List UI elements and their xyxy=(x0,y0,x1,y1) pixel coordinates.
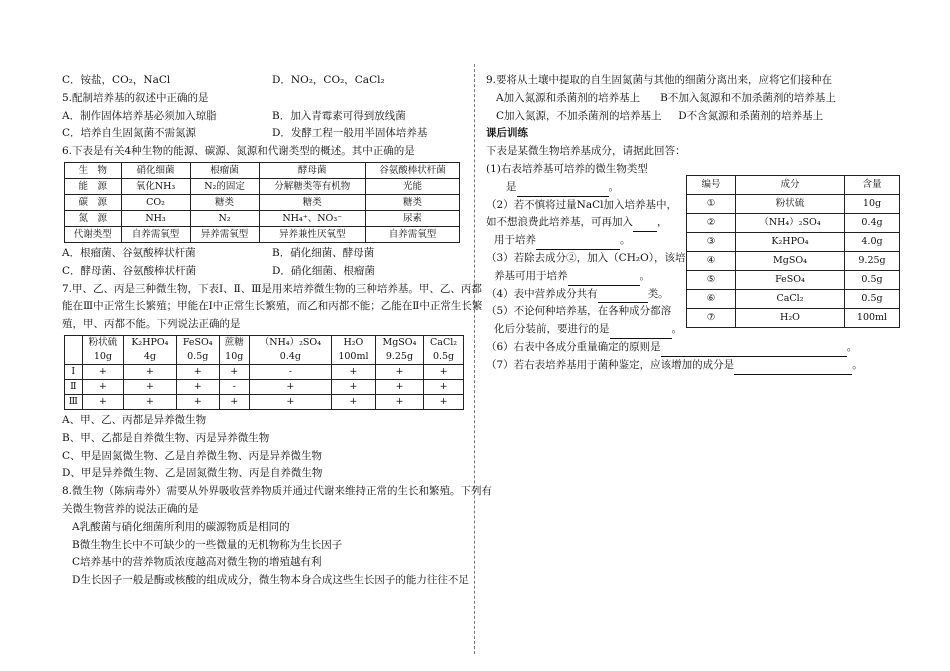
table-cell: 尿素 xyxy=(365,210,459,226)
q6-table xyxy=(64,162,460,243)
q9-option-d: D不含氮源和杀菌剂的培养基上 xyxy=(678,109,824,122)
table-cell: H₂O xyxy=(332,335,376,350)
sub-q7-label: （7）若右表培养基用于菌种鉴定，应该增加的成分是 xyxy=(486,358,735,371)
table-cell: 粉状硫 xyxy=(82,335,124,350)
q9-option-a: A加入氮源和杀菌剂的培养基上 xyxy=(496,91,641,104)
q4-option-d: D．NO₂，CO₂，CaCl₂ xyxy=(272,74,385,86)
sub-q5-label: 化后分装前，要进行的是 xyxy=(494,323,610,336)
table-cell: ⑤ xyxy=(687,271,736,290)
sub-q2-label-2: 用于培养 xyxy=(494,234,536,247)
table-cell: （NH₄）₂SO₄ xyxy=(736,214,845,233)
q5-option-c: C．培养自生固氮菌不需氮源 xyxy=(62,127,197,140)
left-column xyxy=(62,72,493,590)
table-row xyxy=(65,162,460,178)
table-cell: + xyxy=(424,379,464,394)
table-cell: + xyxy=(332,379,376,394)
table-cell: + xyxy=(82,379,124,394)
section-title: 课后训练 xyxy=(486,127,528,140)
table-cell: 4g xyxy=(124,350,176,365)
table-header-row xyxy=(687,176,900,195)
table-cell: 0.5g xyxy=(176,350,219,365)
table-cell: CaCl₂ xyxy=(736,290,845,309)
sub-q1-line2: 是 。 xyxy=(486,179,896,197)
q7-option-a: A、甲、乙、丙都是异养微生物 xyxy=(62,413,207,426)
table-cell: 氧化NH₃ xyxy=(121,178,190,194)
q4-option-c: C．铵盐，CO₂，NaCl xyxy=(62,74,171,86)
table-cell: H₂O xyxy=(736,309,845,328)
q6-option-a: A．根瘤菌、谷氨酸棒状杆菌 xyxy=(62,246,196,259)
table-cell: 100ml xyxy=(845,309,900,328)
table-cell: CaCl₂ xyxy=(424,335,464,350)
q7-table xyxy=(64,335,464,410)
table-cell: MgSO₄ xyxy=(736,252,845,271)
sub-q5-line2: 化后分装前，要进行的是 。 xyxy=(486,321,896,339)
sub-q4-unit: 类。 xyxy=(647,287,669,300)
table-cell: + xyxy=(219,394,249,409)
table-cell: 10g xyxy=(845,195,900,214)
table-cell: + xyxy=(82,394,124,409)
q7-stem-2: 能在Ⅲ中正常生长繁殖；甲能在Ⅰ中正常生长繁殖，而乙和丙都不能；乙能在Ⅱ中正常生长繁 xyxy=(62,300,483,313)
table-row xyxy=(65,210,460,226)
table-cell: 能 源 xyxy=(65,178,122,194)
table-cell: ③ xyxy=(687,233,736,252)
sub-q3-line2: 养基可用于培养 。 xyxy=(486,268,896,286)
table-cell: 硝化细菌 xyxy=(121,162,190,178)
table-cell: 糖类 xyxy=(365,194,459,210)
table-row xyxy=(687,271,900,290)
table-cell: CO₂ xyxy=(121,194,190,210)
q8-option-d: D生长因子一般是酶或核酸的组成成分，微生物本身合成这些生长因子的能力往往不足 xyxy=(72,574,469,587)
table-cell: + xyxy=(82,364,124,379)
q8-option-b: B微生物生长中不可缺少的一些微量的无机物称为生长因子 xyxy=(72,538,343,551)
table-header-cell: 成分 xyxy=(736,176,845,195)
table-cell: 酵母菌 xyxy=(259,162,365,178)
q9-options-ab xyxy=(486,90,896,108)
table-cell: 9.25g xyxy=(375,350,423,365)
sub-q1-label: 是 xyxy=(506,180,517,193)
table-cell: + xyxy=(219,364,249,379)
table-cell: K₂HPO₄ xyxy=(124,335,176,350)
table-cell: ① xyxy=(687,195,736,214)
answer-blank[interactable] xyxy=(536,238,620,250)
table-cell: （NH₄）₂SO₄ xyxy=(249,335,331,350)
table-cell: + xyxy=(176,364,219,379)
table-cell: + xyxy=(249,379,331,394)
table-cell: + xyxy=(249,394,331,409)
sub-q2-line1: （2）若不慎将过量NaCl加入培养基中， xyxy=(486,198,678,211)
answer-blank[interactable] xyxy=(568,274,640,286)
table-cell: 糖类 xyxy=(190,194,259,210)
sub-q1-line1: (1)右表培养基可培养的微生物类型 xyxy=(486,162,648,175)
table-cell: 蔗糖 xyxy=(219,335,249,350)
sub-q3-line1: （3）若除去成分②，加入（CH₂O），该培 xyxy=(486,251,686,264)
q9-stem: 9.要将从土壤中提取的自生固氮菌与其他的细菌分离出来，应将它们接种在 xyxy=(486,74,833,86)
table-header-row xyxy=(65,335,464,350)
table-cell: 生 物 xyxy=(65,162,122,178)
table-cell: FeSO₄ xyxy=(736,271,845,290)
table-cell: 0.4g xyxy=(249,350,331,365)
table-cell: + xyxy=(332,394,376,409)
table-cell: 4.0g xyxy=(845,233,900,252)
answer-blank[interactable] xyxy=(598,291,648,303)
q5-options-ab xyxy=(62,108,462,126)
q6-option-c: C．酵母菌、谷氨酸棒状杆菌 xyxy=(62,264,197,277)
table-cell: FeSO₄ xyxy=(176,335,219,350)
table-cell: 9.25g xyxy=(845,252,900,271)
table-row xyxy=(65,226,460,242)
answer-blank[interactable] xyxy=(661,345,847,357)
table-cell: 0.4g xyxy=(845,214,900,233)
q5-option-d: D．发酵工程一般用半固体培养基 xyxy=(272,127,428,140)
sub-q3-label: 养基可用于培养 xyxy=(494,269,568,282)
table-cell: 糖类 xyxy=(259,194,365,210)
q8-stem-2: 关微生物营养的说法正确的是 xyxy=(62,502,199,515)
sub-q2-line2: 如不想浪费此培养基，可再加入 ， xyxy=(486,214,896,232)
sub-q6-label: （6）右表中各成分重量确定的原则是 xyxy=(486,340,661,353)
table-cell: 代谢类型 xyxy=(65,226,122,242)
table-cell: + xyxy=(375,394,423,409)
q7-stem-1: 7.甲、乙、丙是三种微生物，下表Ⅰ、Ⅱ、Ⅲ是用来培养微生物的三种培养基。甲、乙、丙都 xyxy=(62,282,482,295)
table-cell: Ⅱ xyxy=(65,379,83,394)
table-cell: 粉状硫 xyxy=(736,195,845,214)
table-cell: 10g xyxy=(82,350,124,365)
table-cell: + xyxy=(124,379,176,394)
table-cell: + xyxy=(124,394,176,409)
q6-stem: 6.下表是有关4种生物的能源、碳源、氮源和代谢类型的概述。其中正确的是 xyxy=(62,145,415,158)
table-header-cell: 编号 xyxy=(687,176,736,195)
table-row xyxy=(65,194,460,210)
table-row xyxy=(687,290,900,309)
table-cell: 自养需氧型 xyxy=(121,226,190,242)
answer-blank[interactable] xyxy=(610,327,672,339)
q6-options-ab xyxy=(62,245,462,263)
q5-options-cd xyxy=(62,125,462,143)
table-row xyxy=(687,214,900,233)
table-cell: 异养需氧型 xyxy=(190,226,259,242)
table-header-row xyxy=(65,350,464,365)
table-cell: + xyxy=(375,364,423,379)
q7-option-b: B、甲、乙都是自养微生物、丙是异养微生物 xyxy=(62,431,270,444)
table-row xyxy=(687,233,900,252)
table-cell: Ⅰ xyxy=(65,364,83,379)
q4-options xyxy=(62,72,462,90)
sub-q2-label: 如不想浪费此培养基，可再加入 xyxy=(486,216,633,229)
q5-stem: 5.配制培养基的叙述中正确的是 xyxy=(62,91,209,104)
table-cell xyxy=(65,335,83,364)
table-cell: - xyxy=(249,364,331,379)
q9-option-b: B不加入氮源和不加杀菌剂的培养基上 xyxy=(660,91,836,104)
table-cell: Ⅲ xyxy=(65,394,83,409)
q6-option-d: D．硝化细菌、根瘤菌 xyxy=(272,264,375,277)
table-header-cell: 含量 xyxy=(845,176,900,195)
q6-option-b: B．硝化细菌、酵母菌 xyxy=(272,246,375,259)
table-cell: ② xyxy=(687,214,736,233)
table-cell: ④ xyxy=(687,252,736,271)
table-row xyxy=(65,379,464,394)
table-cell: 10g xyxy=(219,350,249,365)
table-cell: 氮 源 xyxy=(65,210,122,226)
table-row xyxy=(687,195,900,214)
table-cell: 谷氨酸棒状杆菌 xyxy=(365,162,459,178)
table-cell: 异养兼性厌氧型 xyxy=(259,226,365,242)
table-cell: NH₄⁺、NO₃⁻ xyxy=(259,210,365,226)
q5-option-b: B．加入青霉素可得到放线菌 xyxy=(272,109,406,122)
table-cell: + xyxy=(176,394,219,409)
q7-stem-3: 殖，甲、丙都不能。下列说法正确的是 xyxy=(62,318,241,331)
q9-options-cd xyxy=(486,108,896,126)
q8-option-a: A乳酸菌与硝化细菌所利用的碳源物质是相同的 xyxy=(72,520,290,533)
table-cell: N₂的固定 xyxy=(190,178,259,194)
table-cell: + xyxy=(176,379,219,394)
table-row xyxy=(65,178,460,194)
table-cell: + xyxy=(332,364,376,379)
sub-q6-line: （6）右表中各成分重量确定的原则是 。 xyxy=(486,339,896,357)
table-row xyxy=(687,309,900,328)
table-cell: 0.5g xyxy=(424,350,464,365)
sub-q7-line: （7）若右表培养基用于菌种鉴定，应该增加的成分是 。 xyxy=(486,357,896,375)
table-cell: K₂HPO₄ xyxy=(736,233,845,252)
q7-option-c: C、甲是固氮微生物、乙是自养微生物、丙是异养微生物 xyxy=(62,449,323,462)
sub-q5-line1: （5）不论何种培养基，在各种成分都溶 xyxy=(486,305,672,318)
answer-blank[interactable] xyxy=(734,363,852,375)
table-cell: 分解糖类等有机物 xyxy=(259,178,365,194)
table-row xyxy=(65,394,464,409)
table-cell: 碳 源 xyxy=(65,194,122,210)
table-cell: 0.5g xyxy=(845,290,900,309)
q9-option-c: C加入氮源，不加杀菌剂的培养基上 xyxy=(496,109,662,122)
table-row xyxy=(687,252,900,271)
table-cell: + xyxy=(375,379,423,394)
section-intro: 下表是某微生物培养基成分，请据此回答： xyxy=(486,145,686,158)
composition-table xyxy=(686,175,900,328)
column-divider xyxy=(474,64,475,654)
q8-option-c: C培养基中的营养物质浓度越高对微生物的增殖越有利 xyxy=(72,556,322,569)
q6-options-cd xyxy=(62,263,462,281)
table-cell: ⑦ xyxy=(687,309,736,328)
table-cell: 0.5g xyxy=(845,271,900,290)
table-cell: + xyxy=(424,394,464,409)
q8-stem-1: 8.微生物（陈病毒外）需要从外界吸收营养物质并通过代谢来维持正常的生长和繁殖。下列有 xyxy=(62,485,493,498)
sub-q2-line3: 用于培养 。 xyxy=(486,232,896,250)
answer-blank[interactable] xyxy=(517,185,609,197)
table-cell: N₂ xyxy=(190,210,259,226)
table-cell: NH₃ xyxy=(121,210,190,226)
table-row xyxy=(65,364,464,379)
table-cell: 根瘤菌 xyxy=(190,162,259,178)
q5-option-a: A．制作固体培养基必须加入琼脂 xyxy=(62,109,217,122)
table-cell: 光能 xyxy=(365,178,459,194)
answer-blank[interactable] xyxy=(633,220,657,232)
table-cell: ⑥ xyxy=(687,290,736,309)
table-cell: + xyxy=(424,364,464,379)
table-cell: 自养需氧型 xyxy=(365,226,459,242)
sub-q4-label: （4）表中营养成分共有 xyxy=(486,287,598,300)
q7-option-d: D、甲是异养微生物、乙是固氮微生物、丙是自养微生物 xyxy=(62,467,323,480)
table-cell: - xyxy=(219,379,249,394)
table-cell: 100ml xyxy=(332,350,376,365)
table-cell: + xyxy=(124,364,176,379)
table-cell: MgSO₄ xyxy=(375,335,423,350)
